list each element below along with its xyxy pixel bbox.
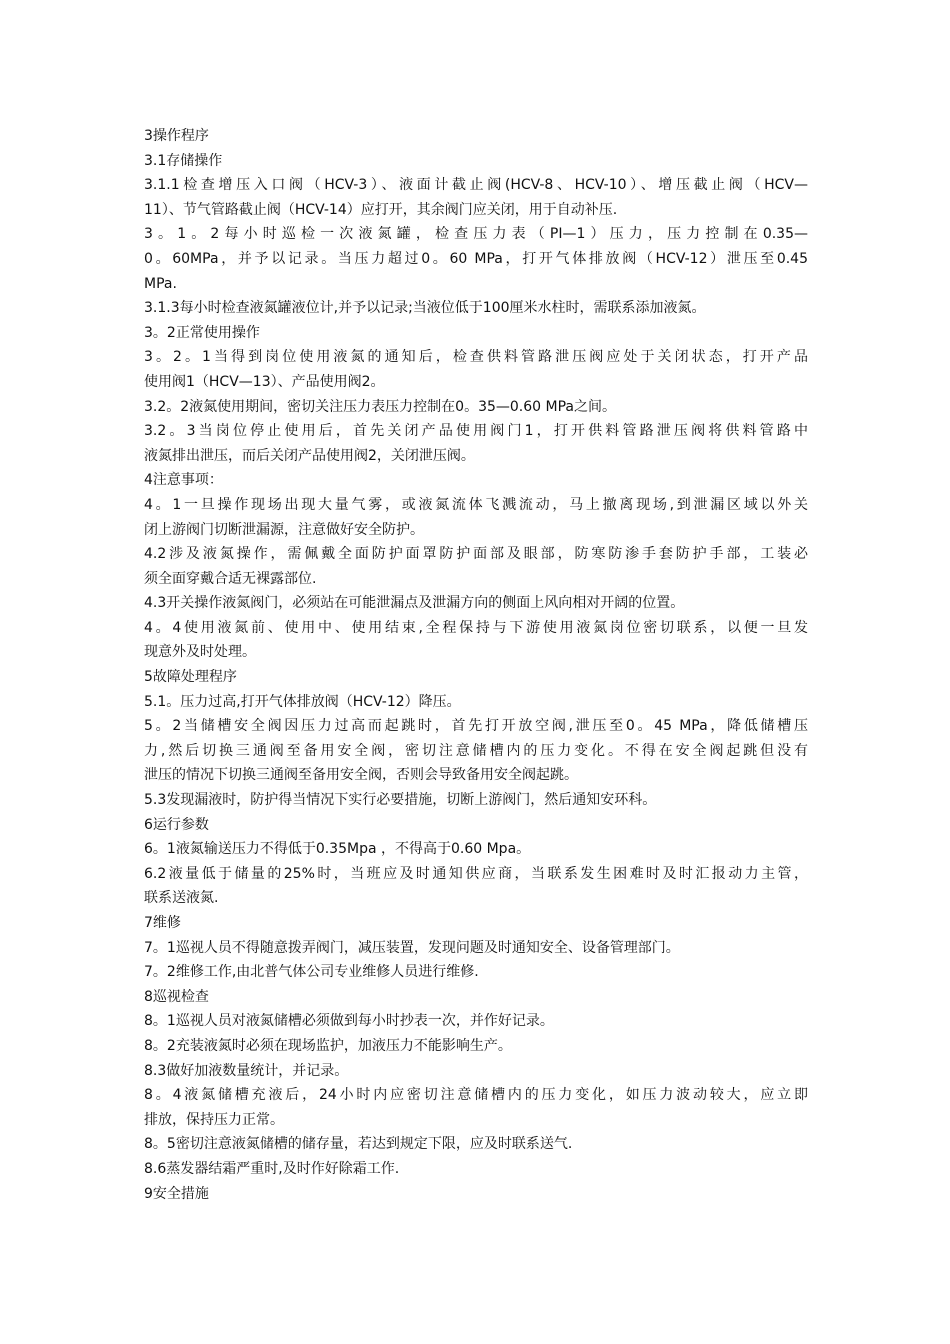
paragraph-line: 8。4液氮储槽充液后，24小时内应密切注意储槽内的压力变化，如压力波动较大，应立即 xyxy=(144,1087,808,1104)
paragraph-line: 3.2。2液氮使用期间，密切关注压力表压力控制在0。35—0.60 MPa之间。 xyxy=(144,398,616,415)
section-heading-precautions: 4注意事项： xyxy=(144,472,223,489)
subsection-heading-normal-use: 3。2正常使用操作 xyxy=(144,324,260,341)
paragraph-line: 11）、节气管路截止阀（HCV-14）应打开，其余阀门应关闭，用于自动补压. xyxy=(144,201,618,218)
paragraph-line: 3.1.1检查增压入口阀（HCV-3）、液面计截止阀(HCV-8、HCV-10）、增压截止阀（HCV— xyxy=(144,177,808,194)
paragraph-line: 8。2充装液氮时必须在现场监护，加液压力不能影响生产。 xyxy=(144,1037,512,1054)
paragraph-line: 0。60MPa，并予以记录。当压力超过0。60 MPa，打开气体排放阀（HCV-12）泄压至0.45 xyxy=(144,250,808,267)
paragraph-line: 7。2维修工作,由北普气体公司专业维修人员进行维修. xyxy=(144,964,479,981)
section-heading-maintenance: 7维修 xyxy=(144,915,181,931)
paragraph-line: 4。1一旦操作现场出现大量气雾，或液氮流体飞溅流动，马上撤离现场,到泄漏区域以外关 xyxy=(144,496,808,513)
section-heading-operating-parameters: 6运行参数 xyxy=(144,816,209,833)
paragraph-line: 8。5密切注意液氮储槽的储存量，若达到规定下限，应及时联系送气. xyxy=(144,1136,573,1153)
paragraph-line: MPa. xyxy=(144,275,177,292)
paragraph-line: 6.2液量低于储量的25%时，当班应及时通知供应商，当联系发生困难时及时汇报动力主管， xyxy=(144,865,808,882)
paragraph-line: 联系送液氮. xyxy=(144,890,219,907)
paragraph-line: 使用阀1（HCV—13）、产品使用阀2。 xyxy=(144,373,385,390)
paragraph-line: 闭上游阀门切断泄漏源，注意做好安全防护。 xyxy=(144,521,424,538)
paragraph-line: 8.6蒸发器结霜严重时,及时作好除霜工作. xyxy=(144,1160,400,1177)
paragraph-line: 3。1。2每小时巡检一次液氮罐，检查压力表（PI—1）压力，压力控制在0.35— xyxy=(144,226,808,243)
paragraph-line: 排放，保持压力正常。 xyxy=(144,1111,284,1128)
paragraph-line: 泄压的情况下切换三通阀至备用安全阀，否则会导致备用安全阀起跳。 xyxy=(144,767,578,784)
paragraph-line: 3.1.3每小时检查液氮罐液位计,并予以记录;当液位低于100厘米水柱时，需联系添加液氮。 xyxy=(144,300,706,317)
paragraph-line: 8.3做好加液数量统计，并记录。 xyxy=(144,1062,349,1079)
section-heading-fault-handling: 5故障处理程序 xyxy=(144,669,237,686)
paragraph-line: 5.1。压力过高,打开气体排放阀（HCV-12）降压。 xyxy=(144,693,461,710)
paragraph-line: 3。2。1当得到岗位使用液氮的通知后，检查供料管路泄压阀应处于关闭状态，打开产品 xyxy=(144,349,808,366)
paragraph-line: 力,然后切换三通阀至备用安全阀，密切注意储槽内的压力变化。不得在安全阀起跳但没有 xyxy=(144,742,808,759)
paragraph-line: 5.3发现漏液时，防护得当情况下实行必要措施，切断上游阀门，然后通知安环科。 xyxy=(144,792,657,809)
section-heading-safety-measures: 9安全措施 xyxy=(144,1185,209,1202)
paragraph-line: 液氮排出泄压，而后关闭产品使用阀2，关闭泄压阀。 xyxy=(144,447,475,464)
paragraph-line: 4.3开关操作液氮阀门，必须站在可能泄漏点及泄漏方向的侧面上风向相对开阔的位置。 xyxy=(144,595,685,612)
paragraph-line: 3.2。3当岗位停止使用后，首先关闭产品使用阀门1，打开供料管路泄压阀将供料管路中 xyxy=(144,423,808,440)
subsection-heading-storage: 3.1存储操作 xyxy=(144,152,223,169)
section-heading-operation-procedure: 3操作程序 xyxy=(144,128,209,144)
paragraph-line: 6。1液氮输送压力不得低于0.35Mpa ，不得高于0.60 Mpa。 xyxy=(144,841,531,858)
paragraph-line: 5。2当储槽安全阀因压力过高而起跳时，首先打开放空阀,泄压至0。45 MPa，降低储槽压 xyxy=(144,718,808,735)
paragraph-line: 7。1巡视人员不得随意拨弄阀门，减压装置，发现问题及时通知安全、设备管理部门。 xyxy=(144,939,680,956)
document-page xyxy=(144,124,808,1206)
paragraph-line: 现意外及时处理。 xyxy=(144,644,256,661)
paragraph-line: 8。1巡视人员对液氮储槽必须做到每小时抄表一次，并作好记录。 xyxy=(144,1013,554,1030)
paragraph-line: 4.2涉及液氮操作，需佩戴全面防护面罩防护面部及眼部，防寒防渗手套防护手部，工装必 xyxy=(144,546,808,563)
paragraph-line: 须全面穿戴合适无裸露部位. xyxy=(144,570,317,587)
section-heading-patrol-inspection: 8巡视检查 xyxy=(144,988,209,1005)
paragraph-line: 4。4使用液氮前、使用中、使用结束,全程保持与下游使用液氮岗位密切联系，以便一旦发 xyxy=(144,619,808,636)
